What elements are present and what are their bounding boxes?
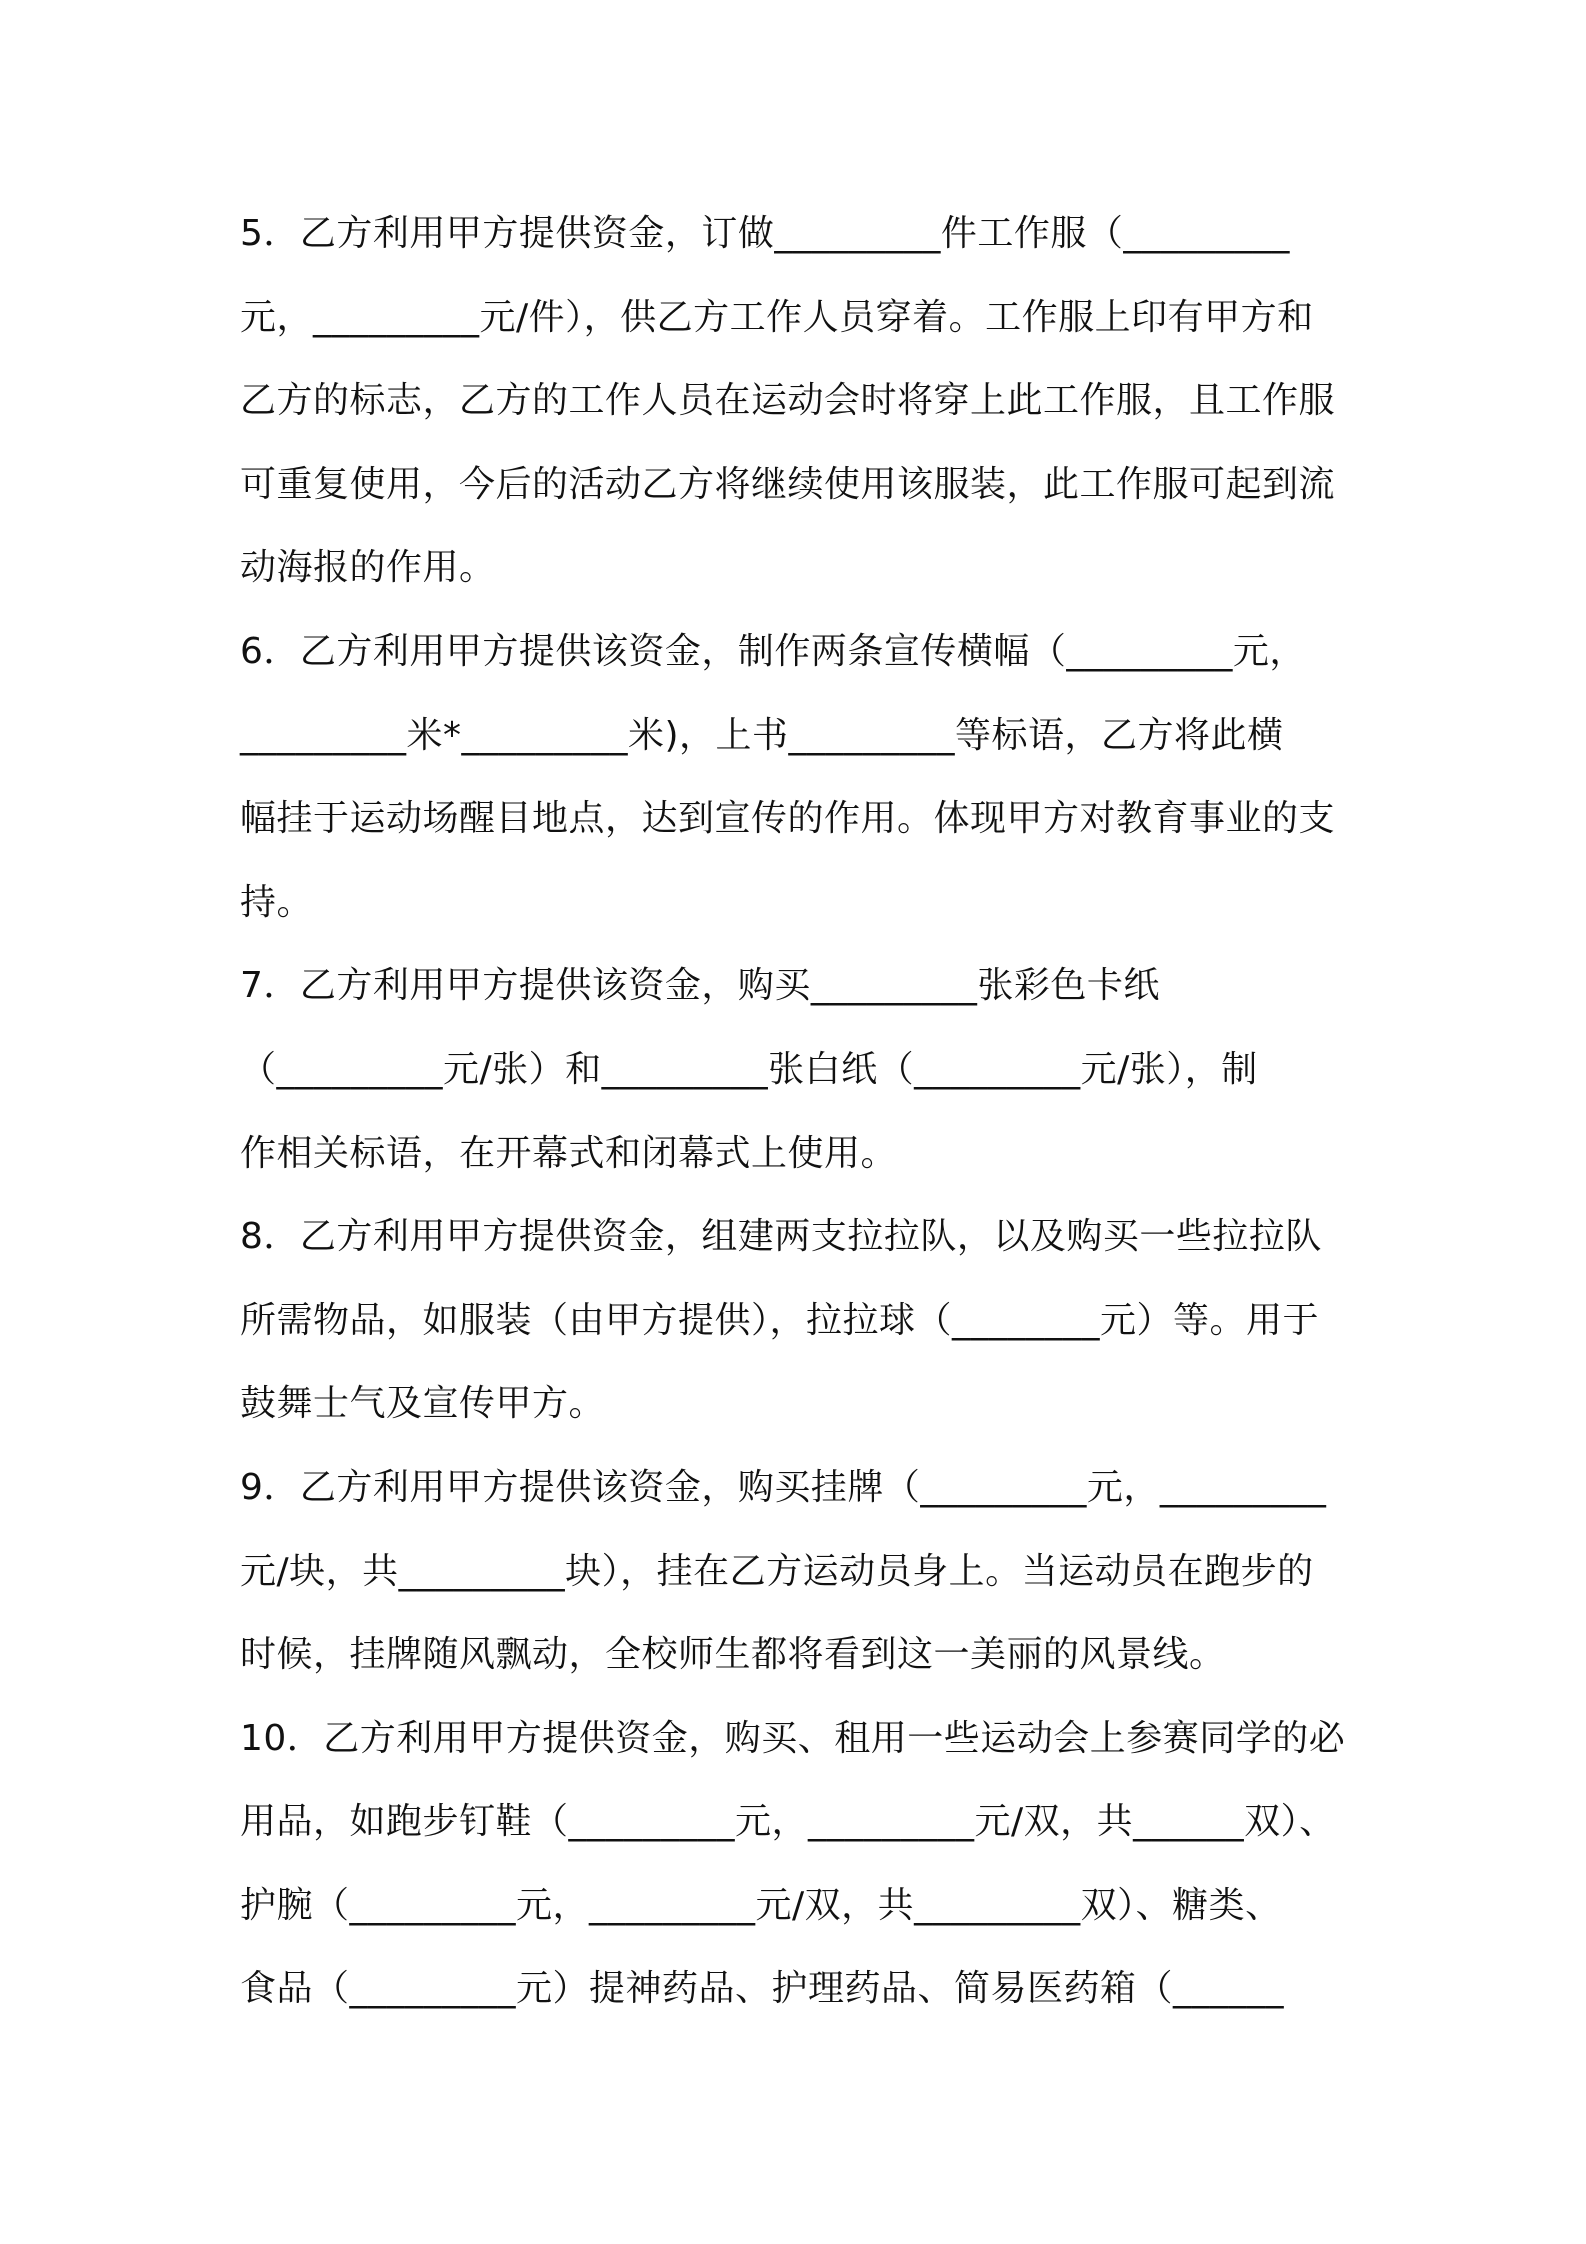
contract-body xyxy=(240,192,1360,2031)
clause-7-line-1: 7．乙方利用甲方提供该资金，购买_________张彩色卡纸 xyxy=(240,965,1160,1007)
clause-6-line-2: _________米*_________米)，上书_________等标语，乙方将此横 xyxy=(240,714,1284,756)
clause-7-line-3: 作相关标语，在开幕式和闭幕式上使用。 xyxy=(240,1132,898,1174)
clause-8-line-3: 鼓舞士气及宣传甲方。 xyxy=(240,1383,606,1425)
clause-10-line-4: 食品（_________元）提神药品、护理药品、简易医药箱（______ xyxy=(240,1968,1285,2010)
clause-9-line-1: 9．乙方利用甲方提供该资金，购买挂牌（_________元，_________ xyxy=(240,1466,1327,1508)
clause-5-line-4: 可重复使用，今后的活动乙方将继续使用该服装，此工作服可起到流 xyxy=(240,463,1336,505)
clause-10-line-2: 用品，如跑步钉鞋（_________元，_________元/双，共______双）、 xyxy=(240,1801,1336,1843)
clause-10-line-1: 10．乙方利用甲方提供资金，购买、租用一些运动会上参赛同学的必 xyxy=(240,1717,1346,1759)
clause-9-line-2: 元/块，共_________块），挂在乙方运动员身上。当运动员在跑步的 xyxy=(240,1550,1314,1592)
clause-6-line-1: 6．乙方利用甲方提供该资金，制作两条宣传横幅（_________元， xyxy=(240,630,1306,672)
clause-5-line-2: 元，_________元/件），供乙方工作人员穿着。工作服上印有甲方和 xyxy=(240,296,1314,338)
clause-6-line-3: 幅挂于运动场醒目地点，达到宣传的作用。体现甲方对教育事业的支 xyxy=(240,798,1336,840)
clause-5-line-3: 乙方的标志，乙方的工作人员在运动会时将穿上此工作服，且工作服 xyxy=(240,380,1336,422)
clause-6-line-4: 持。 xyxy=(240,881,314,923)
clause-8-line-2: 所需物品，如服装（由甲方提供），拉拉球（________元）等。用于 xyxy=(240,1299,1320,1341)
clause-10-line-3: 护腕（_________元，_________元/双，共_________双）、糖类、 xyxy=(240,1884,1282,1926)
clause-5-line-1: 5．乙方利用甲方提供资金，订做_________件工作服（_________ xyxy=(240,213,1290,254)
clause-7-line-2: （_________元/张）和_________张白纸（_________元/张），制 xyxy=(240,1048,1258,1090)
clause-8-line-1: 8．乙方利用甲方提供资金，组建两支拉拉队，以及购买一些拉拉队 xyxy=(240,1216,1322,1258)
clause-5-line-5: 动海报的作用。 xyxy=(240,547,496,589)
clause-9-line-3: 时候，挂牌随风飘动，全校师生都将看到这一美丽的风景线。 xyxy=(240,1634,1226,1676)
